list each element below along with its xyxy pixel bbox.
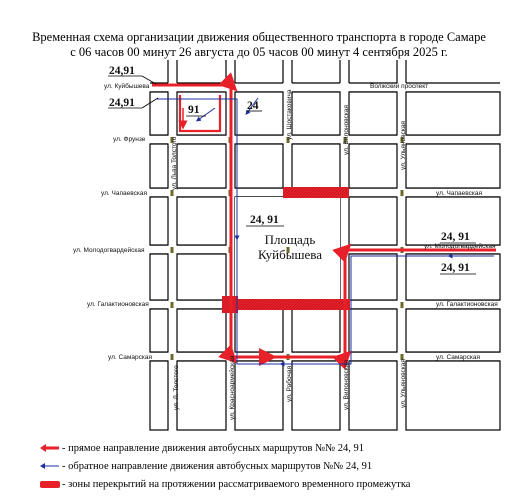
- traffic-light-icon: [401, 190, 404, 196]
- title-line-2: с 06 часов 00 минут 26 августа до 05 часов 00 минут 4 сентября 2025 г.: [70, 45, 448, 59]
- title-line-1: Временная схема организации движения общественного транспорта в городе Самаре: [32, 30, 486, 44]
- place-label-line-2: Куйбышева: [257, 247, 323, 262]
- street-label-molodogvardeyskaya-west: ул. Молодогвардейская: [73, 247, 145, 254]
- city-block: [349, 144, 397, 188]
- reverse-arrow-icon: [40, 461, 60, 471]
- city-block: [150, 197, 168, 245]
- traffic-light-icon: [401, 302, 404, 308]
- city-block: [406, 92, 500, 135]
- street-label-chapaevskaya-east: ул. Чапаевская: [436, 190, 482, 197]
- city-block: [349, 197, 397, 245]
- city-block: [150, 144, 168, 188]
- city-block: [150, 92, 168, 135]
- street-label-frunze: ул. Фрунзе: [113, 136, 146, 143]
- traffic-light-icon: [171, 302, 174, 308]
- city-block: [235, 92, 283, 135]
- route-label-nw-top: 24,91: [109, 65, 135, 77]
- city-block: [349, 309, 397, 352]
- forward-arrow-icon: [40, 443, 60, 453]
- closure-zone-swatch-icon: [40, 479, 60, 489]
- legend-reverse-text: - обратное направление движения автобусных маршрутов №№ 24, 91: [62, 460, 373, 472]
- city-block: [150, 309, 168, 352]
- city-block: [235, 144, 283, 188]
- route-label-center: 24, 91: [250, 214, 279, 226]
- city-block: [349, 361, 397, 430]
- street-label-galaktionovskaya-east: ул. Галактионовская: [436, 301, 498, 308]
- place-label-line-1: Площадь: [264, 232, 316, 247]
- city-block: [177, 309, 226, 352]
- city-block: [177, 144, 226, 188]
- street-label-ulyanovskaya-top: ул. Ульяновская: [400, 121, 407, 170]
- city-block: [349, 254, 397, 300]
- city-block: [292, 309, 340, 352]
- street-label-galaktionovskaya-west: ул. Галактионовская: [87, 301, 149, 308]
- street-label-krasnoarmeyskaya: ул. Красноармейская: [229, 355, 236, 420]
- legend-forward-text: - прямое направление движения автобусных маршрутов №№ 24, 91: [62, 442, 365, 454]
- city-block: [406, 144, 500, 188]
- street-label-vilonovskaya-bottom: ул. Вилоновская: [343, 360, 350, 410]
- city-block: [292, 361, 340, 430]
- route-label-nw-bottom: 24,91: [109, 97, 135, 109]
- city-block: [349, 92, 397, 135]
- street-label-volzhsky: Волжский проспект: [370, 83, 429, 90]
- legend-forward: [40, 440, 364, 456]
- city-block: [177, 92, 226, 135]
- street-label-kuibysheva: ул. Куйбышева: [104, 83, 150, 90]
- city-block: [177, 254, 226, 300]
- city-block: [235, 361, 283, 430]
- traffic-light-icon: [401, 354, 404, 360]
- street-label-molodogvardeyskaya-east: ул. Молодогвардейская: [424, 243, 496, 250]
- city-block: [235, 309, 283, 352]
- street-label-samarskaya-west: ул. Самарская: [108, 354, 152, 361]
- street-label-rabochaya: ул. Рабочая: [286, 366, 293, 402]
- street-label-samarskaya-east: ул. Самарская: [436, 354, 480, 361]
- city-block: [177, 197, 226, 245]
- city-block: [406, 361, 500, 430]
- city-block: [292, 92, 340, 135]
- street-label-shostakovicha: ул. Шостаковича: [286, 89, 293, 140]
- city-block: [406, 309, 500, 352]
- route-label-91: 91: [188, 104, 200, 116]
- street-label-vilonovskaya-top: ул. Вилоновская: [343, 105, 350, 155]
- city-block: [150, 254, 168, 300]
- street-label-l-tolstogo-bottom: ул. Л. Толстого: [173, 365, 180, 410]
- legend-closure: [40, 476, 410, 492]
- traffic-light-icon: [171, 247, 174, 253]
- street-label-l-tolstogo-top: ул. Льва Толстого: [171, 136, 178, 190]
- route-label-24: 24: [247, 100, 259, 112]
- legend-reverse: [40, 458, 372, 474]
- route-label-east-top: 24, 91: [441, 231, 470, 243]
- city-block: [150, 361, 168, 430]
- city-block: [177, 361, 226, 430]
- legend-closure-text: - зоны перекрытий на протяжении рассматриваемого временного промежутка: [62, 478, 411, 490]
- street-label-ulyanovskaya-bottom: ул. Ульяновская: [400, 359, 407, 408]
- city-block: [292, 144, 340, 188]
- traffic-light-icon: [171, 354, 174, 360]
- route-label-east-bottom: 24, 91: [441, 262, 470, 274]
- street-label-chapaevskaya-west: ул. Чапаевская: [101, 190, 147, 197]
- city-block: [406, 254, 500, 300]
